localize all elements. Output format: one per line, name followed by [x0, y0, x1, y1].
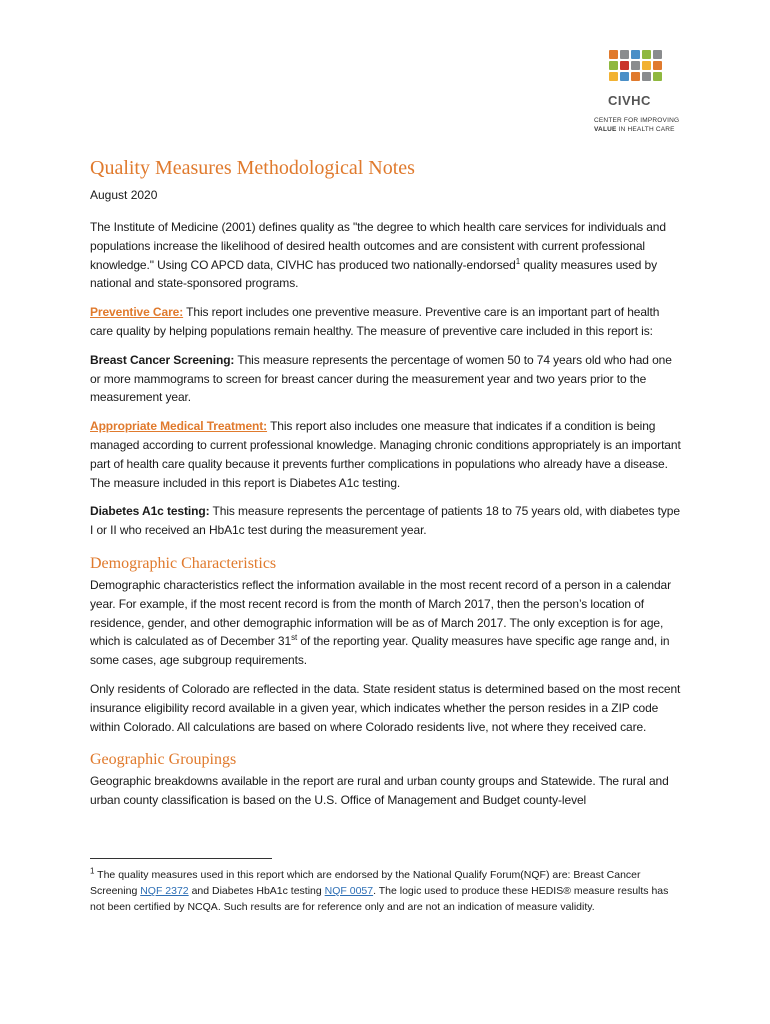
- logo-tag-rest: IN HEALTH CARE: [616, 126, 675, 133]
- diabetes-label: Diabetes A1c testing:: [90, 504, 210, 519]
- appropriate-treatment-link[interactable]: Appropriate Medical Treatment:: [90, 419, 268, 434]
- appropriate-paragraph: [90, 417, 682, 492]
- footnote-text-1: The quality measures used in this report which are endorsed by the National Qualify Forum(NQF) are: Breast Cancer Screening: [90, 869, 641, 897]
- ordinal-suffix: st: [291, 633, 298, 643]
- preventive-care-link[interactable]: Preventive Care:: [90, 305, 184, 320]
- page-title: Quality Measures Methodological Notes: [90, 157, 415, 179]
- geographic-paragraph-1: Geographic breakdowns available in the report are rural and urban county groups and Statewide. The rural and urban county classification is based on the U.S. Office of Management and Budget county-level: [90, 774, 669, 808]
- demographic-text-1-end: of the reporting year. Quality measures have specific age range and, in some cases, age subgroup requirements.: [90, 634, 670, 668]
- logo-name: CIVHC: [608, 93, 651, 108]
- nqf-0057-link[interactable]: NQF 0057: [324, 885, 374, 897]
- logo-tag-value: VALUE: [594, 126, 617, 133]
- preventive-text: This report includes one preventive measure. Preventive care is an important part of health care quality by helping populations remain healthy. The measure of preventive care included in this report is:: [90, 305, 660, 338]
- demographic-text-1: Demographic characteristics reflect the information available in the most recent record of a person in a calendar year. For example, if the most recent record is from the month of March 2017, then the person’s location of residence, gender, and other demographic information will be as of March 2017. The only exception is for age, which is calculated as of December 31: [90, 577, 671, 649]
- footnote-number: 1: [90, 866, 95, 876]
- demographic-paragraph-2: Only residents of Colorado are reflected in the data. State resident status is determined based on the most recent insurance eligibility record available in a given year, which indicates whether the person resides in a ZIP code within Colorado. All calculations are based on where Colorado residents live, not where they received care.: [90, 681, 681, 734]
- breast-paragraph: [90, 351, 682, 407]
- geographic-heading: Geographic Groupings: [90, 751, 237, 769]
- logo-mosaic-icon: [609, 50, 661, 92]
- document-body: [90, 156, 682, 820]
- breast-label: Breast Cancer Screening:: [90, 352, 235, 367]
- intro-paragraph: [90, 218, 682, 293]
- diabetes-text: This measure represents the percentage of patients 18 to 75 years old, with diabetes type I or II who received an HbA1c test during the measurement year.: [90, 504, 680, 538]
- intro-text: The Institute of Medicine (2001) defines quality as "the degree to which health care services for individuals and populations increase the likelihood of desired health outcomes and are consistent with current professional knowledge." Using CO APCD data, CIVHC has produced two nationally-endorsed: [90, 220, 666, 272]
- footnote-divider: [90, 858, 272, 859]
- intro-text-end: quality measures used by national and state-sponsored programs.: [90, 257, 658, 291]
- nqf-2372-link[interactable]: NQF 2372: [140, 885, 189, 897]
- footnote: [90, 867, 680, 915]
- breast-text: This measure represents the percentage of women 50 to 74 years old who had one or more mammograms to screen for breast cancer during the measurement year and two years prior to the measurement year.: [90, 352, 672, 405]
- appropriate-text: This report also includes one measure that indicates if a condition is being managed according to current professional knowledge. Managing chronic conditions appropriately is an important part of health care quality because it prevents further complications in populations who already have a disease. The measure included in this report is Diabetes A1c testing.: [90, 419, 681, 490]
- footnote-text-2: and Diabetes HbA1c testing: [188, 885, 325, 897]
- footnote-text-3: . The logic used to produce these HEDIS® measure results has not been certified by NCQA. Such results are for reference only and are not an indication of measure validity.: [90, 885, 669, 913]
- diabetes-paragraph: [90, 502, 682, 540]
- document-date: August 2020: [90, 188, 158, 202]
- preventive-paragraph: [90, 303, 682, 341]
- demographic-heading: Demographic Characteristics: [90, 554, 277, 572]
- footnote-ref[interactable]: 1: [515, 256, 521, 266]
- logo-tagline-1: CENTER FOR IMPROVING: [594, 117, 680, 124]
- demographic-paragraph-1: [90, 576, 682, 670]
- logo-tagline-2: [594, 126, 675, 133]
